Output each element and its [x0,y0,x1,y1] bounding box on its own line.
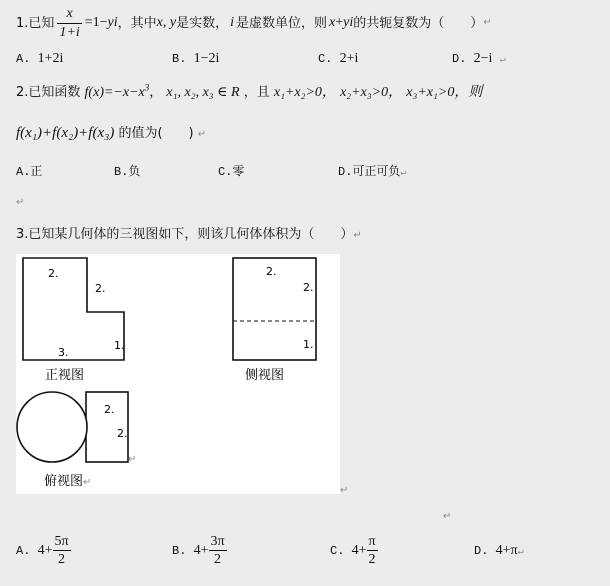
paragraph-mark: ↵ [483,17,492,28]
q1-suffix: 的共轭复数为（ ） [353,15,484,31]
top-label-upper: 2. [104,403,115,416]
front-view-caption: 正视图 [45,368,85,383]
q2-cond-2: x₂+x₃>0， [340,85,403,100]
q2-option-d: D.可正可负↵ [338,165,407,179]
q1-mid1: ，其中 [117,15,157,31]
q1-option-d: D. 2−i ↵ [452,51,506,66]
q1-prefix: 1.已知 [16,15,55,31]
q3-stem: 3.已知某几何体的三视图如下，则该几何体体积为（ ）↵ [16,227,362,242]
three-view-svg [16,254,340,494]
q2-cond-3: x₃+x₁>0，则 [406,85,483,100]
q1-frac-den: 1+i [59,24,80,40]
q2-expr: f(x₁)+f(x₂)+f(x₃) [16,125,115,141]
q1-expr-yi: yi [343,15,354,30]
q1-eq-yi: yi [107,15,118,30]
q1-stem [16,4,492,42]
q1-vars: x, y [156,15,177,30]
paragraph-mark: ↵ [16,197,25,208]
q1-option-b: B. 1−2i [172,51,220,66]
q1-eq-rhs: =1− [84,15,108,30]
q1-mid3: 是虚数单位，则 [236,15,328,31]
front-view-outline [23,258,124,360]
q2-func: $f(x)=-x-x^3$ [84,82,150,100]
q1-expr-x: x [329,15,336,30]
paragraph-mark: ↵ [128,454,137,465]
q3-option-c: C. 4+ $\frac{\pi}{2}$ [330,534,376,568]
q2-prefix: 2.已知函数 [16,85,81,100]
q3-option-d: D. 4+π↵ [474,543,524,558]
q2-stem-line1: 2.已知函数 $f(x)=-x-x^3$， x₁, x₂, x₃ ∈ R ，且 x₁+x₂>0， x₂+x₃>0， x₃+x₁>0，则 [16,82,483,100]
front-label-bottom: 3. [58,346,69,359]
side-label-right-upper: 2. [303,281,314,294]
q2-set: x₁, x₂, x₃ ∈ R [166,85,240,100]
side-label-right-lower: 1. [303,338,314,351]
top-view-caption: 俯视图↵ [44,474,92,489]
q1-frac-num: x [57,6,81,23]
q2-and: ，且 [243,85,270,100]
side-view-caption: 侧视图 [245,368,285,383]
q1-mid2: 是实数， [176,15,229,31]
q2-suffix: 的值为( ) [118,126,194,141]
q2-option-a: A.正 [16,165,43,179]
q1-fraction [57,6,81,40]
paragraph-mark: ↵ [340,485,349,496]
q1-option-c: C. 2+i [318,51,359,66]
q2-option-b: B.负 [114,165,141,179]
q3-option-a: A. 4+ $\frac{5\pi}{2}$ [16,534,69,568]
q1-i-var: i [230,15,235,30]
q2-option-c: C.零 [218,165,245,179]
q2-cond-1: x₁+x₂>0， [273,85,336,100]
front-label-right-lower: 1. [114,339,125,352]
q3-option-b: B. 4+ $\frac{3\pi}{2}$ [172,534,225,568]
side-label-top: 2. [266,265,277,278]
top-label-right: 2. [117,427,128,440]
top-view-circle [17,392,87,462]
q1-option-a: A. 1+2i [16,51,64,66]
front-label-right-upper: 2. [95,282,106,295]
q2-stem-line2: f(x₁)+f(x₂)+f(x₃) 的值为( ) ↵ [16,125,207,141]
three-view-figure [16,254,340,494]
paragraph-mark: ↵ [443,511,452,522]
front-label-top: 2. [48,267,59,280]
q1-expr-plus: + [335,15,344,30]
